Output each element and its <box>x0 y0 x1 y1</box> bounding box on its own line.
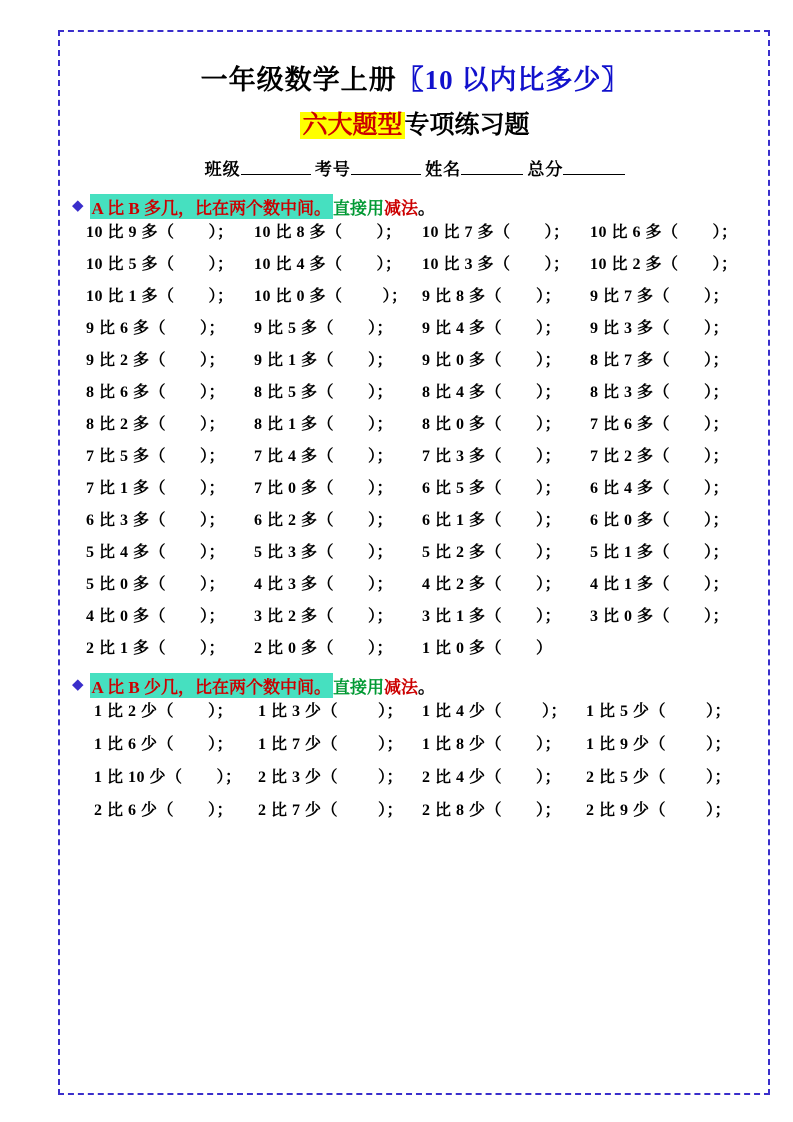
section-2-rule-text: A 比 B 少几，比在两个数中间。 <box>90 673 333 698</box>
class-label: 班级 <box>204 160 241 179</box>
problem-sep: ）； <box>536 769 562 786</box>
problem-text: 1 比 8 少（ <box>422 736 503 753</box>
problem-sep: ）； <box>536 352 562 369</box>
problem-sep: ）； <box>704 288 730 305</box>
problem-sep: ）； <box>368 416 394 433</box>
problem-sep: ）； <box>536 544 562 561</box>
problem-sep: ）； <box>706 703 732 720</box>
problem-sep: ）； <box>378 802 404 819</box>
problem-sep: ）； <box>200 384 226 401</box>
section-2-period: 。 <box>417 678 435 697</box>
problem-text: 6 比 1 多（ <box>422 512 503 529</box>
problem-text: 6 比 5 多（ <box>422 480 503 497</box>
problem-text: 10 比 6 多（ <box>590 224 679 241</box>
problem-text: 7 比 2 多（ <box>590 448 671 465</box>
problem-sep: ）； <box>704 448 730 465</box>
problem-sep: ）； <box>704 608 730 625</box>
problem-text: 10 比 3 多（ <box>422 256 511 273</box>
problem-sep: ）； <box>200 416 226 433</box>
problem-item[interactable] <box>86 321 254 337</box>
problem-text: 1 比 7 少（ <box>258 736 339 753</box>
problem-item[interactable] <box>258 770 422 786</box>
problem-sep: ）； <box>536 448 562 465</box>
problem-text: 1 比 5 少（ <box>586 703 667 720</box>
diamond-icon: ◆ <box>72 198 84 214</box>
title-topic-text: 〖10 以内比多少〗 <box>396 65 630 95</box>
problem-item[interactable] <box>86 481 254 497</box>
problem-item[interactable] <box>254 545 422 561</box>
problem-sep: ）； <box>208 802 234 819</box>
problem-item[interactable] <box>422 641 553 657</box>
problem-text: 4 比 1 多（ <box>590 576 671 593</box>
problem-sep: ）； <box>536 608 562 625</box>
problem-sep: ）； <box>208 224 234 241</box>
exam-no-blank[interactable] <box>351 174 421 175</box>
name-blank[interactable] <box>461 174 523 175</box>
problem-item[interactable] <box>590 289 729 305</box>
problem-item[interactable] <box>590 225 738 241</box>
problem-sep: ）； <box>536 320 562 337</box>
worksheet-content <box>72 42 758 836</box>
problem-sep: ）； <box>536 288 562 305</box>
problem-text: 7 比 6 多（ <box>590 416 671 433</box>
problem-text: 1 比 0 多（ <box>422 640 503 657</box>
problem-item[interactable] <box>254 321 422 337</box>
problem-row <box>72 289 758 305</box>
student-info-line <box>72 155 758 180</box>
problem-text: 8 比 5 多（ <box>254 384 335 401</box>
problem-item[interactable] <box>254 225 422 241</box>
problem-row <box>72 803 758 819</box>
problem-item[interactable] <box>86 417 254 433</box>
problem-sep: ）； <box>536 384 562 401</box>
problem-item[interactable] <box>86 545 254 561</box>
problem-item[interactable] <box>94 803 258 819</box>
problem-row <box>72 770 758 786</box>
problem-item[interactable] <box>254 385 422 401</box>
problem-item[interactable] <box>254 609 422 625</box>
title-highlight-text: 六大题型 <box>302 112 403 139</box>
problem-text: 10 比 9 多（ <box>86 224 175 241</box>
problem-sep: ）； <box>544 224 570 241</box>
problem-text: 10 比 0 多（ <box>254 288 343 305</box>
problem-item[interactable] <box>590 449 729 465</box>
problem-item[interactable] <box>258 803 422 819</box>
problem-row <box>72 321 758 337</box>
problem-text: 7 比 1 多（ <box>86 480 167 497</box>
problem-sep: ）； <box>536 416 562 433</box>
problem-text: 10 比 4 多（ <box>254 256 343 273</box>
problem-sep: ）； <box>368 512 394 529</box>
problem-row <box>72 737 758 753</box>
problem-sep: ）； <box>368 352 394 369</box>
problem-item[interactable] <box>590 577 729 593</box>
problem-sep: ）； <box>706 802 732 819</box>
problem-text: 10 比 8 多（ <box>254 224 343 241</box>
problem-sep: ）； <box>712 224 738 241</box>
problem-item[interactable] <box>422 704 586 720</box>
problem-sep: ）； <box>368 480 394 497</box>
problem-item[interactable] <box>422 353 590 369</box>
problem-text: 9 比 2 多（ <box>86 352 167 369</box>
problem-sep: ）； <box>378 769 404 786</box>
problem-row <box>72 353 758 369</box>
problem-sep: ）； <box>208 256 234 273</box>
problem-item[interactable] <box>86 257 254 273</box>
section-heading-2 <box>72 673 758 698</box>
problem-row <box>72 481 758 497</box>
problem-text: 9 比 0 多（ <box>422 352 503 369</box>
problem-item[interactable] <box>94 737 258 753</box>
problem-sep: ）； <box>704 544 730 561</box>
problem-item[interactable] <box>86 289 254 305</box>
problem-row <box>72 577 758 593</box>
page-title-line2 <box>72 105 758 141</box>
section-1-hint-text: 直接用 <box>332 199 384 218</box>
problem-sep: ）； <box>378 736 404 753</box>
problem-sep: ）； <box>200 512 226 529</box>
problem-item[interactable] <box>254 257 422 273</box>
problem-sep: ）； <box>712 256 738 273</box>
section-1-operation-text: 减法 <box>383 199 418 218</box>
problem-item[interactable] <box>422 321 590 337</box>
problem-sep: ）； <box>536 512 562 529</box>
problem-text: 3 比 1 多（ <box>422 608 503 625</box>
problem-text: 8 比 7 多（ <box>590 352 671 369</box>
problem-row <box>72 704 758 720</box>
problem-item[interactable] <box>258 737 422 753</box>
problem-text: 1 比 2 少（ <box>94 703 175 720</box>
problem-sep: ）； <box>704 576 730 593</box>
problem-row <box>72 417 758 433</box>
problem-sep: ）； <box>368 576 394 593</box>
problem-item[interactable] <box>422 803 586 819</box>
problem-item[interactable] <box>422 449 590 465</box>
problem-text: 5 比 1 多（ <box>590 544 671 561</box>
problem-sep: ）； <box>536 480 562 497</box>
problem-sep: ）； <box>704 352 730 369</box>
problem-text: 2 比 0 多（ <box>254 640 335 657</box>
section-1-rule-text: A 比 B 多几，比在两个数中间。 <box>90 194 333 219</box>
problem-item[interactable] <box>422 257 590 273</box>
section-heading-1 <box>72 194 758 219</box>
problem-item[interactable] <box>86 353 254 369</box>
problem-sep: ）； <box>200 320 226 337</box>
problem-text: 9 比 5 多（ <box>254 320 335 337</box>
problem-item[interactable] <box>590 353 729 369</box>
class-blank[interactable] <box>241 174 311 175</box>
problem-sep: ）； <box>208 703 234 720</box>
problem-sep: ）； <box>368 384 394 401</box>
problem-sep: ）； <box>704 480 730 497</box>
problem-row <box>72 257 758 273</box>
problem-text: 2 比 7 少（ <box>258 802 339 819</box>
problem-item[interactable] <box>422 513 590 529</box>
problem-text: 8 比 0 多（ <box>422 416 503 433</box>
problem-text: 4 比 0 多（ <box>86 608 167 625</box>
problem-text: 6 比 3 多（ <box>86 512 167 529</box>
problem-text: 7 比 3 多（ <box>422 448 503 465</box>
problem-row <box>72 513 758 529</box>
problem-text: 2 比 1 多（ <box>86 640 167 657</box>
problem-text: 8 比 1 多（ <box>254 416 335 433</box>
problem-row <box>72 385 758 401</box>
problem-row <box>72 609 758 625</box>
problem-item[interactable] <box>422 225 590 241</box>
problem-item[interactable] <box>590 513 729 529</box>
problem-item[interactable] <box>422 737 586 753</box>
problem-sep: ）； <box>704 512 730 529</box>
title-subtitle-text: 专项练习题 <box>404 112 530 139</box>
problem-sep: ）； <box>368 640 394 657</box>
problem-item[interactable] <box>586 770 750 786</box>
problem-text: 1 比 4 少（ <box>422 703 503 720</box>
name-label: 姓名 <box>425 160 462 179</box>
problem-sep: ）； <box>376 224 402 241</box>
problem-item[interactable] <box>422 289 590 305</box>
problem-item[interactable] <box>86 641 254 657</box>
problem-sep: ）； <box>368 320 394 337</box>
problem-item[interactable] <box>254 513 422 529</box>
problem-text: 1 比 9 少（ <box>586 736 667 753</box>
problem-sep: ）； <box>200 352 226 369</box>
problem-item[interactable] <box>254 641 422 657</box>
score-blank[interactable] <box>563 174 625 175</box>
problem-text: 5 比 3 多（ <box>254 544 335 561</box>
problem-sep: ）； <box>368 544 394 561</box>
problem-text: 8 比 6 多（ <box>86 384 167 401</box>
problem-item[interactable] <box>94 770 258 786</box>
problem-item[interactable] <box>590 417 729 433</box>
problem-item[interactable] <box>422 417 590 433</box>
problem-text: 10 比 1 多（ <box>86 288 175 305</box>
problem-sep: ）； <box>704 384 730 401</box>
problem-sep: ）； <box>704 416 730 433</box>
problem-item[interactable] <box>86 609 254 625</box>
problem-sep: ）； <box>378 703 404 720</box>
problem-text: 10 比 7 多（ <box>422 224 511 241</box>
problem-item[interactable] <box>590 481 729 497</box>
problem-sep: ）； <box>706 769 732 786</box>
problem-sep: ）； <box>216 769 242 786</box>
problem-item[interactable] <box>86 513 254 529</box>
problem-text: 10 比 2 多（ <box>590 256 679 273</box>
problem-sep: ）； <box>200 544 226 561</box>
section-2-problems <box>72 704 758 819</box>
problem-sep: ）； <box>536 736 562 753</box>
problem-item[interactable] <box>422 545 590 561</box>
score-label: 总分 <box>527 160 564 179</box>
problem-sep: ）； <box>376 256 402 273</box>
problem-text: 3 比 2 多（ <box>254 608 335 625</box>
problem-item[interactable] <box>254 417 422 433</box>
problem-sep: ）； <box>542 703 568 720</box>
problem-sep: ）； <box>536 576 562 593</box>
problem-item[interactable] <box>254 353 422 369</box>
problem-item[interactable] <box>86 577 254 593</box>
problem-sep: ）； <box>208 288 234 305</box>
problem-text: 2 比 5 少（ <box>586 769 667 786</box>
problem-item[interactable] <box>586 704 750 720</box>
problem-row <box>72 641 758 657</box>
problem-text: 9 比 6 多（ <box>86 320 167 337</box>
problem-item[interactable] <box>254 577 422 593</box>
section-1-period: 。 <box>417 199 435 218</box>
section-1-problems <box>72 225 758 657</box>
problem-text: 9 比 8 多（ <box>422 288 503 305</box>
problem-text: 9 比 3 多（ <box>590 320 671 337</box>
problem-item[interactable] <box>254 481 422 497</box>
problem-text: 7 比 4 多（ <box>254 448 335 465</box>
problem-text: 9 比 7 多（ <box>590 288 671 305</box>
problem-item[interactable] <box>590 545 729 561</box>
problem-item[interactable] <box>586 803 750 819</box>
problem-sep: ）； <box>200 576 226 593</box>
problem-text: 10 比 5 多（ <box>86 256 175 273</box>
problem-sep: ）； <box>544 256 570 273</box>
problem-sep: ）； <box>200 448 226 465</box>
problem-text: 2 比 6 少（ <box>94 802 175 819</box>
problem-sep: ）； <box>382 288 408 305</box>
problem-item[interactable] <box>590 321 729 337</box>
problem-text: 5 比 2 多（ <box>422 544 503 561</box>
title-plain-text: 一年级数学上册 <box>200 65 397 95</box>
problem-sep: ）； <box>706 736 732 753</box>
problem-text: 1 比 3 少（ <box>258 703 339 720</box>
problem-item[interactable] <box>254 289 422 305</box>
problem-item[interactable] <box>422 609 590 625</box>
section-2-hint-text: 直接用 <box>332 678 384 697</box>
problem-item[interactable] <box>422 385 590 401</box>
problem-item[interactable] <box>86 449 254 465</box>
exam-no-label: 考号 <box>314 160 351 179</box>
problem-item[interactable] <box>422 481 590 497</box>
page-title-line1 <box>72 58 758 97</box>
problem-row <box>72 225 758 241</box>
problem-text: 2 比 8 少（ <box>422 802 503 819</box>
problem-item[interactable] <box>422 770 586 786</box>
problem-text: 5 比 0 多（ <box>86 576 167 593</box>
problem-text: 8 比 3 多（ <box>590 384 671 401</box>
problem-text: 1 比 6 少（ <box>94 736 175 753</box>
problem-text: 8 比 4 多（ <box>422 384 503 401</box>
problem-item[interactable] <box>590 609 729 625</box>
problem-item[interactable] <box>258 704 422 720</box>
problem-text: 5 比 4 多（ <box>86 544 167 561</box>
problem-row <box>72 545 758 561</box>
problem-text: 8 比 2 多（ <box>86 416 167 433</box>
problem-item[interactable] <box>94 704 258 720</box>
problem-sep: ）； <box>208 736 234 753</box>
problem-sep: ）； <box>536 802 562 819</box>
problem-text: 1 比 10 少（ <box>94 769 183 786</box>
problem-row <box>72 449 758 465</box>
problem-item[interactable] <box>586 737 750 753</box>
problem-text: 6 比 2 多（ <box>254 512 335 529</box>
problem-text: 4 比 2 多（ <box>422 576 503 593</box>
problem-item[interactable] <box>86 385 254 401</box>
problem-sep: ）； <box>368 608 394 625</box>
section-2-operation-text: 减法 <box>383 678 418 697</box>
problem-text: 7 比 0 多（ <box>254 480 335 497</box>
problem-item[interactable] <box>254 449 422 465</box>
problem-sep: ）； <box>200 480 226 497</box>
problem-text: 3 比 0 多（ <box>590 608 671 625</box>
problem-text: 7 比 5 多（ <box>86 448 167 465</box>
problem-text: 2 比 3 少（ <box>258 769 339 786</box>
problem-text: 6 比 4 多（ <box>590 480 671 497</box>
problem-item[interactable] <box>422 577 590 593</box>
problem-sep: ）； <box>368 448 394 465</box>
diamond-icon: ◆ <box>72 677 84 693</box>
problem-text: 2 比 4 少（ <box>422 769 503 786</box>
problem-text: 9 比 1 多（ <box>254 352 335 369</box>
problem-item[interactable] <box>86 225 254 241</box>
problem-sep: ）； <box>704 320 730 337</box>
problem-text: 9 比 4 多（ <box>422 320 503 337</box>
problem-item[interactable] <box>590 257 738 273</box>
problem-text: 2 比 9 少（ <box>586 802 667 819</box>
problem-sep: ）； <box>200 640 226 657</box>
problem-text: 6 比 0 多（ <box>590 512 671 529</box>
problem-sep: ） <box>536 640 553 657</box>
problem-sep: ）； <box>200 608 226 625</box>
problem-item[interactable] <box>590 385 729 401</box>
problem-text: 4 比 3 多（ <box>254 576 335 593</box>
